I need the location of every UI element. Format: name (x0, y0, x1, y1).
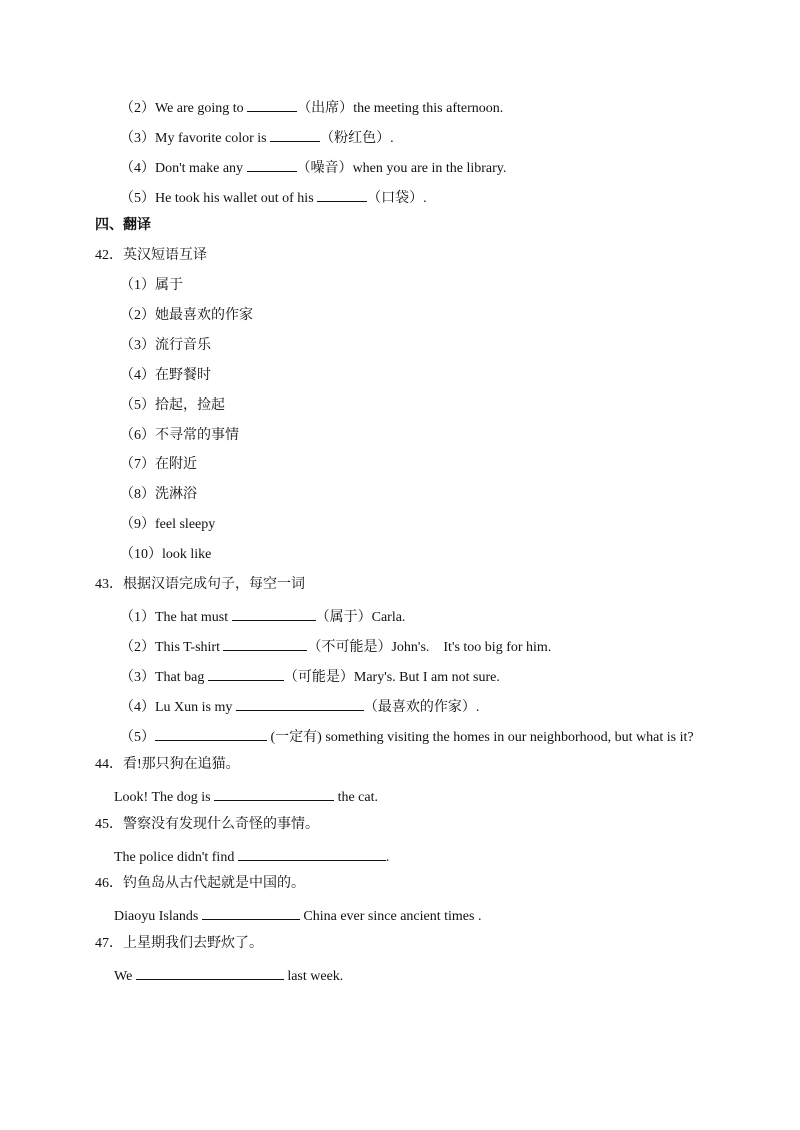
item-number: （4） (120, 700, 155, 715)
q42-item: （5）拾起，捡起 (120, 398, 225, 413)
hint: （可能是） (283, 670, 354, 685)
hint: （粉红色） (320, 131, 391, 146)
hint: （不可能是） (307, 640, 392, 655)
answer-blank[interactable] (155, 726, 267, 741)
item-number: （5） (120, 730, 155, 745)
answer-blank[interactable] (214, 786, 334, 801)
q42-item: （3）流行音乐 (120, 338, 211, 353)
q46-sentence (114, 905, 481, 926)
answer-blank[interactable] (317, 187, 367, 202)
q47-sentence (114, 965, 343, 986)
sentence-after: Carla. (371, 610, 406, 625)
sentence-after: when you are in the library. (352, 161, 507, 176)
q42-item: （4）在野餐时 (120, 368, 211, 383)
answer-blank[interactable] (236, 696, 364, 711)
answer-blank[interactable] (247, 157, 297, 172)
item-number: （2） (120, 101, 155, 116)
sentence-after: John's. It's too big for him. (391, 640, 552, 655)
sentence-before: Lu Xun is my (155, 700, 236, 715)
q42-item: （2）她最喜欢的作家 (120, 308, 253, 323)
q44-sentence (114, 786, 378, 807)
sentence-after: . (390, 131, 394, 146)
hint: （出席） (297, 101, 354, 116)
hint: （最喜欢的作家） (363, 700, 476, 715)
fill-item-5 (120, 187, 427, 208)
sentence-before: My favorite color is (155, 131, 271, 146)
sentence-after: . (423, 191, 427, 206)
sentence-after: . (385, 850, 390, 865)
q42-item: （1）属于 (120, 278, 183, 293)
item-number: （3） (120, 131, 155, 146)
q43-item-2 (120, 636, 551, 657)
sentence-before: We are going to (155, 101, 248, 116)
answer-blank[interactable] (270, 127, 320, 142)
question-47-title: 47．上星期我们去野炊了。 (95, 936, 263, 951)
answer-blank[interactable] (238, 846, 386, 861)
fill-item-2 (120, 97, 503, 118)
item-number: （3） (120, 670, 155, 685)
q43-item-5 (120, 726, 694, 747)
sentence-before: We (114, 969, 136, 984)
answer-blank[interactable] (202, 905, 300, 920)
answer-blank[interactable] (208, 666, 284, 681)
sentence-after: Mary's. But I am not sure. (353, 670, 500, 685)
sentence-after: . (475, 700, 480, 715)
hint: （属于） (315, 610, 372, 625)
item-number: （5） (120, 191, 155, 206)
answer-blank[interactable] (232, 606, 316, 621)
sentence-before: The police didn't find (114, 850, 238, 865)
fill-item-3 (120, 127, 394, 148)
sentence-before: Don't make any (155, 161, 247, 176)
q43-item-4 (120, 696, 479, 717)
question-44-title: 44．看!那只狗在追猫。 (95, 757, 240, 772)
q42-item: （7）在附近 (120, 457, 197, 472)
question-43-title: 43．根据汉语完成句子，每空一词 (95, 577, 305, 592)
sentence-after: something visiting the homes in our neighborhood, but what is it? (321, 730, 694, 745)
item-number: （4） (120, 161, 155, 176)
sentence-before: Look! The dog is (114, 790, 215, 805)
hint: （口袋） (367, 191, 424, 206)
q42-item: （9）feel sleepy (120, 517, 216, 532)
sentence-after: China ever since ancient times . (299, 909, 482, 924)
question-46-title: 46．钓鱼岛从古代起就是中国的。 (95, 876, 305, 891)
answer-blank[interactable] (247, 97, 297, 112)
sentence-before: He took his wallet out of his (155, 191, 318, 206)
sentence-after: the cat. (334, 790, 378, 805)
sentence-after: last week. (283, 969, 344, 984)
q42-item: （6）不寻常的事情 (120, 428, 239, 443)
question-42-title: 42．英汉短语互译 (95, 248, 207, 263)
sentence-after: the meeting this afternoon. (353, 101, 504, 116)
item-number: （1） (120, 610, 155, 625)
sentence-before: The hat must (155, 610, 232, 625)
q43-item-3 (120, 666, 500, 687)
q42-item: （10）look like (120, 547, 212, 562)
sentence-before: That bag (155, 670, 208, 685)
section-title: 四、翻译 (95, 218, 151, 233)
question-45-title: 45．警察没有发现什么奇怪的事情。 (95, 817, 319, 832)
hint: (一定有) (267, 730, 322, 745)
answer-blank[interactable] (223, 636, 307, 651)
fill-item-4 (120, 157, 506, 178)
answer-blank[interactable] (136, 965, 284, 980)
sentence-before: This T-shirt (155, 640, 224, 655)
q42-item: （8）洗淋浴 (120, 487, 197, 502)
sentence-before: Diaoyu Islands (114, 909, 202, 924)
hint: （噪音） (296, 161, 353, 176)
q45-sentence (114, 846, 389, 867)
q43-item-1 (120, 606, 405, 627)
item-number: （2） (120, 640, 155, 655)
